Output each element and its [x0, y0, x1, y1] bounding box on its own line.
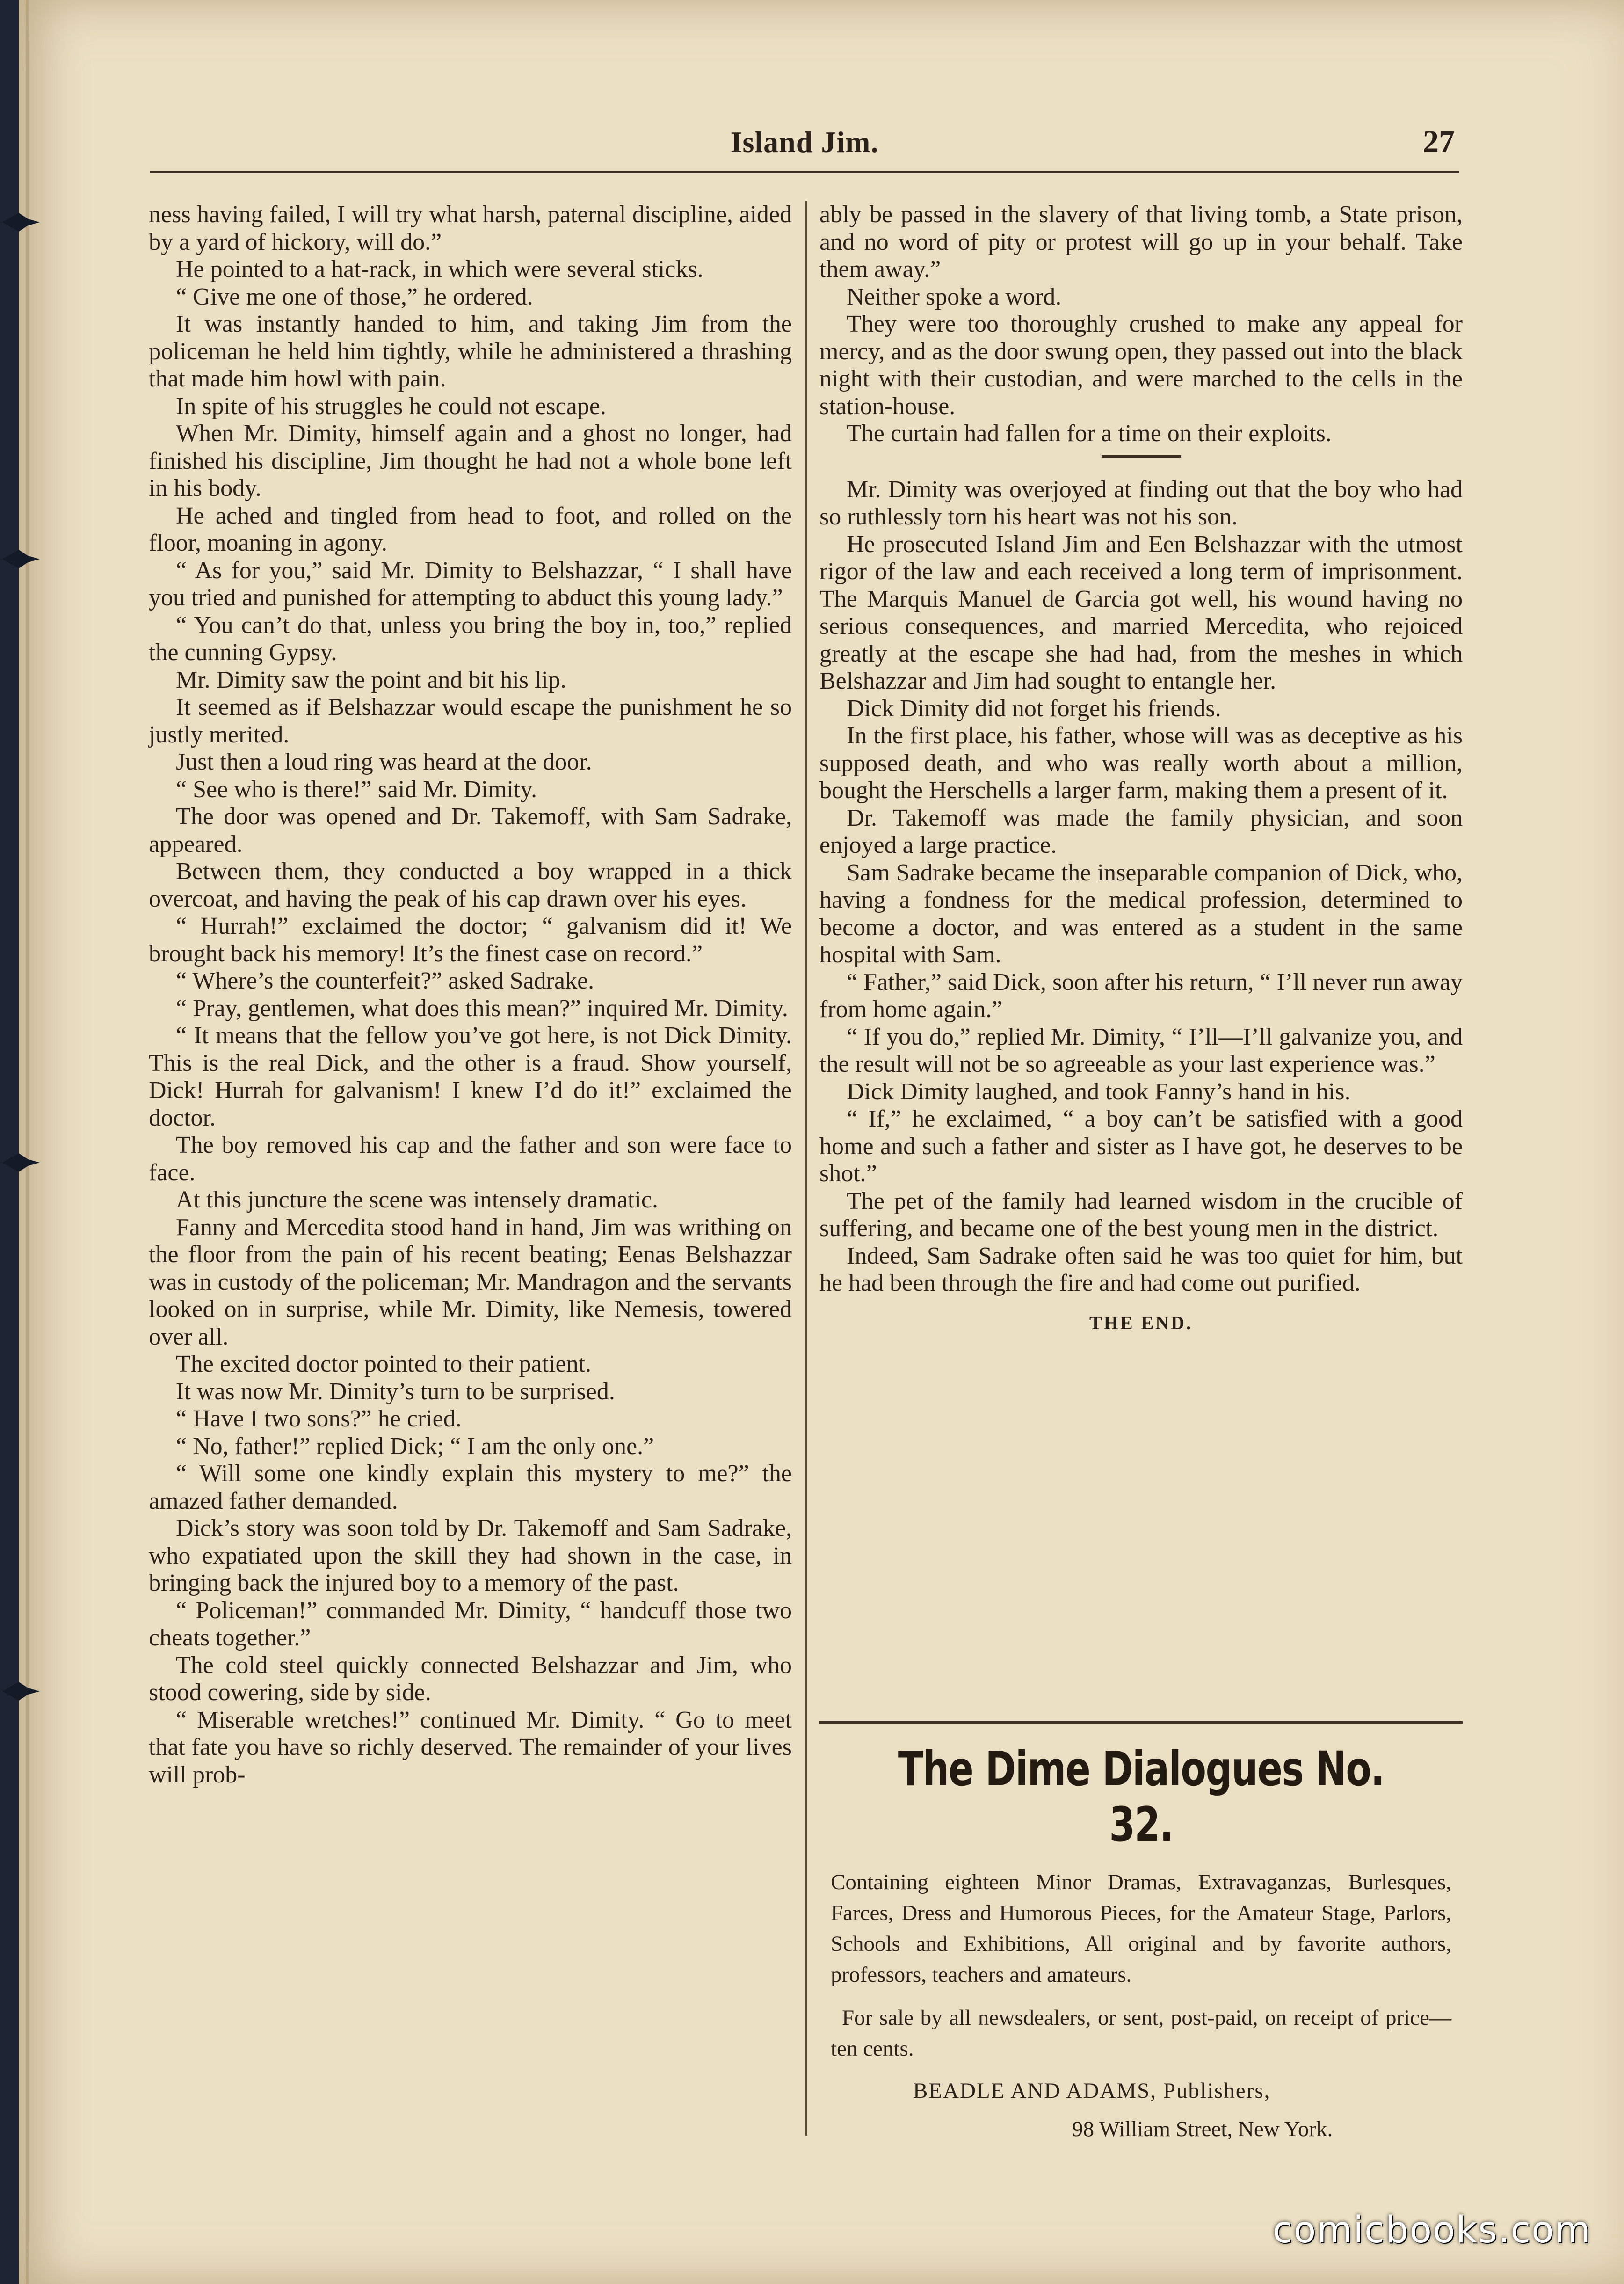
paragraph: He prosecuted Island Jim and Een Belshazzar with the utmost rigor of the law and each received a long term of imprisonment. The Marquis Manuel de Garcia got well, his wound having no serious consequences, and married Mercedita, who rejoiced greatly at the escape she had had, from the meshes in which Belshazzar and Jim had sought to entangle her.: [819, 531, 1463, 694]
paragraph: He pointed to a hat-rack, in which were several sticks.: [176, 256, 703, 283]
paragraph: Just then a loud ring was heard at the door.: [176, 749, 592, 775]
paragraph: It was now Mr. Dimity’s turn to be surprised.: [176, 1378, 615, 1405]
paragraph: “ Hurrah!” exclaimed the doctor; “ galvanism did it! We brought back his memory! It’s the finest case on record.”: [149, 913, 792, 967]
binding-stitch-icon: [0, 538, 42, 580]
paragraph: Fanny and Mercedita stood hand in hand, Jim was writhing on the floor from the pain of his recent beating; Eenas Belshazzar was in custody of the policeman; Mr. Mandragon and the servants looked on in surprise, while Mr. Dimity, like Nemesis, towered over all.: [149, 1214, 792, 1350]
paragraph: “ Father,” said Dick, soon after his return, “ I’ll never run away from home again.”: [819, 968, 1463, 1023]
site-watermark: comicbooks.com: [1272, 2209, 1591, 2251]
paragraph: ably be passed in the slavery of that living tomb, a State prison, and no word of pity or protest will go up in your behalf. Take them away.”: [819, 201, 1463, 283]
paragraph: “ If,” he exclaimed, “ a boy can’t be satisfied with a good home and such a father and sister as I have got, he deserves to be shot.”: [819, 1106, 1463, 1187]
left-text-column: [149, 201, 792, 1789]
paragraph: Indeed, Sam Sadrake often said he was too quiet for him, but he had been through the fire and had come out purified.: [819, 1242, 1463, 1296]
paragraph: The pet of the family had learned wisdom in the crucible of suffering, and became one of the best young men in the district.: [819, 1187, 1463, 1242]
running-title: Island Jim.: [730, 125, 879, 159]
paragraph: Dick’s story was soon told by Dr. Takemoff and Sam Sadrake, who expatiated upon the skill they had shown in the case, in bringing back the injured boy to a memory of the past.: [149, 1515, 792, 1596]
paragraph: He ached and tingled from head to foot, and rolled on the floor, moaning in agony.: [149, 502, 792, 556]
paragraph: “ Pray, gentlemen, what does this mean?” inquired Mr. Dimity.: [176, 995, 788, 1022]
paragraph: Between them, they conducted a boy wrapped in a thick overcoat, and having the peak of his cap drawn over his eyes.: [149, 858, 792, 912]
right-column-part-1: [819, 201, 1463, 448]
page-number: 27: [1423, 124, 1455, 159]
section-rule: [1102, 455, 1181, 458]
paragraph: It was instantly handed to him, and taking Jim from the policeman he held him tightly, while he administered a thrashing that made him howl with pain.: [149, 311, 792, 392]
advertisement: [819, 1721, 1463, 2142]
paragraph: Dr. Takemoff was made the family physician, and soon enjoyed a large practice.: [819, 804, 1463, 858]
paragraph: Dick Dimity laughed, and took Fanny’s hand in his.: [847, 1078, 1351, 1105]
paragraph: “ Where’s the counterfeit?” asked Sadrake.: [176, 967, 594, 994]
the-end-label: THE END.: [1089, 1312, 1193, 1333]
paragraph: “ Miserable wretches!” continued Mr. Dimity. “ Go to meet that fate you have so richly deserved. The remainder of your lives will prob-: [149, 1706, 792, 1788]
paragraph: It seemed as if Belshazzar would escape the punishment he so justly merited.: [149, 694, 792, 748]
paragraph: “ See who is there!” said Mr. Dimity.: [176, 776, 537, 803]
paragraph: “ You can’t do that, unless you bring the boy in, too,” replied the cunning Gypsy.: [149, 611, 792, 666]
binding-stitch-icon: [0, 1142, 42, 1184]
paragraph: Dick Dimity did not forget his friends.: [847, 695, 1221, 722]
paragraph: The excited doctor pointed to their patient.: [176, 1351, 592, 1377]
paragraph: “ Give me one of those,” he ordered.: [176, 283, 533, 310]
paragraph: When Mr. Dimity, himself again and a ghost no longer, had finished his discipline, Jim thought he had not a whole bone left in his body.: [149, 420, 792, 502]
paragraph: “ As for you,” said Mr. Dimity to Belshazzar, “ I shall have you tried and punished for attempting to abduct this young lady.”: [149, 557, 792, 611]
paragraph: Mr. Dimity was overjoyed at finding out that the boy who had so ruthlessly torn his heart was not his son.: [819, 476, 1463, 530]
paragraph: “ Policeman!” commanded Mr. Dimity, “ handcuff those two cheats together.”: [149, 1597, 792, 1651]
paragraph: “ Have I two sons?” he cried.: [176, 1405, 462, 1432]
ad-publisher: BEADLE AND ADAMS, Publishers,: [913, 2079, 1271, 2103]
binding-stitch-icon: [0, 201, 42, 243]
paragraph: The door was opened and Dr. Takemoff, with Sam Sadrake, appeared.: [149, 803, 792, 858]
paragraph: In spite of his struggles he could not escape.: [176, 393, 606, 420]
paragraph: “ If you do,” replied Mr. Dimity, “ I’ll—I’ll galvanize you, and the result will not be so agreeable as your last experience was.”: [819, 1023, 1463, 1077]
paragraph: Neither spoke a word.: [847, 283, 1062, 310]
paragraph: “ No, father!” replied Dick; “ I am the only one.”: [176, 1433, 654, 1460]
paragraph: The curtain had fallen for a time on their exploits.: [847, 420, 1332, 447]
paragraph: “ It means that the fellow you’ve got here, is not Dick Dimity. This is the real Dick, and the other is a fraud. Show yourself, Dick! Hurrah for galvanism! I knew I’d do it!” exclaimed the doctor.: [149, 1022, 792, 1131]
column-divider: [805, 201, 807, 2136]
paragraph: “ Will some one kindly explain this mystery to me?” the amazed father demanded.: [149, 1460, 792, 1514]
paragraph: The cold steel quickly connected Belshazzar and Jim, who stood cowering, side by side.: [149, 1651, 792, 1706]
page-header: [150, 119, 1459, 173]
binding-stitch-icon: [0, 1670, 42, 1712]
paragraph: At this juncture the scene was intensely dramatic.: [176, 1186, 659, 1213]
ad-sale-info: For sale by all newsdealers, or sent, post-paid, on receipt of price—ten cents.: [831, 2006, 1451, 2061]
paragraph: Sam Sadrake became the inseparable companion of Dick, who, having a fondness for the medical profession, determined to become a doctor, and was entered as a student in the same hospital with Sam.: [819, 859, 1463, 968]
ad-description: Containing eighteen Minor Dramas, Extravaganzas, Burlesques, Farces, Dress and Humorous Pieces, for the Amateur Stage, Parlors, Schools and Exhibitions, All original and by favorite authors, professors, teachers and amateurs.: [831, 1870, 1451, 1987]
right-column-part-2: [819, 476, 1463, 1297]
paragraph: They were too thoroughly crushed to make any appeal for mercy, and as the door swung open, they passed out into the black night with their custodian, and were marched to the cells in the station-house.: [819, 311, 1463, 420]
ad-address: 98 William Street, New York.: [1072, 2117, 1333, 2141]
paragraph: Mr. Dimity saw the point and bit his lip.: [176, 666, 566, 693]
paragraph: In the first place, his father, whose will was as deceptive as his supposed death, and who was really worth about a million, bought the Herschells a larger farm, making them a present of it.: [819, 722, 1463, 804]
ad-title: The Dime Dialogues No. 32.: [898, 1741, 1385, 1853]
paragraph: ness having failed, I will try what harsh, paternal discipline, aided by a yard of hickory, will do.”: [149, 201, 792, 255]
paragraph: The boy removed his cap and the father and son were face to face.: [149, 1132, 792, 1186]
right-text-column: [819, 201, 1463, 1337]
